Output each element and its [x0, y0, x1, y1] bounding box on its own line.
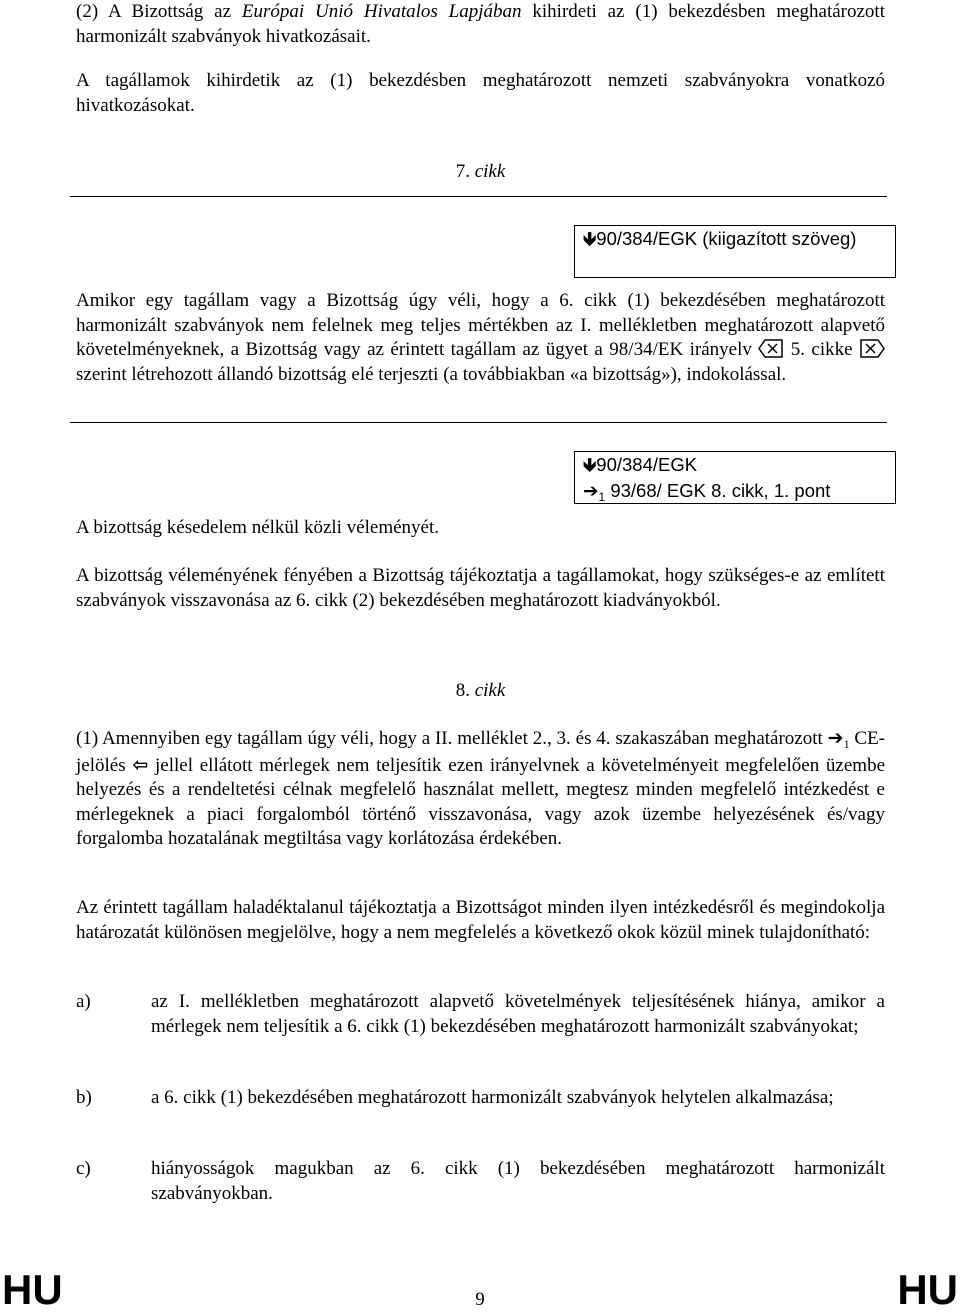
article-8-paragraph-1: (1) Amennyiben egy tagállam úgy véli, hogy a II. melléklet 2., 3. és 4. szakaszában meghatározott $➔_1$ CE-jelölés ⇦ jellel ellátott mérlegek nem teljesítik ezen irányelvnek a követelményeit megfelelően üzembe helyezés és a rendeltetési célnak megfelelő használat mellett, megtesz minden megfelelő intézkedést e mérlegeknek a piaci forgalomból történő visszavonása, vagy azok üzembe helyezésének és/vagy forgalomba hozatalának megtiltása vagy korlátozása érdekében. [76, 727, 886, 849]
list-item: b) a 6. cikk (1) bekezdésében meghatározott harmonizált szabványok helytelen alkalmazása; [76, 1087, 834, 1108]
journal-name: Európai Unió Hivatalos Lapjában [241, 1, 522, 22]
article-7-heading: 7. cikk [455, 161, 506, 182]
intro-text-end: kihirdeti az (1) bekezdésben meghatározott harmonizált szabványok hivatkozásait. [76, 1, 885, 47]
article-8-heading: 8. cikk [455, 680, 506, 701]
language-code-right: HU [897, 1266, 958, 1313]
arrow-right-icon: ➔ [827, 727, 844, 749]
paragraph-member-states: A tagállamok kihirdetik az (1) bekezdésben meghatározott nemzeti szabványokra vonatkozó hivatkozásokat. [76, 70, 885, 116]
paragraph-intro-2 [76, 0, 885, 49]
intro-text: (2) A Bizottság az [76, 1, 242, 22]
list-item: c) hiányosságok magukban az 6. cikk (1) bekezdésében meghatározott harmonizált szabványokban. [76, 1158, 885, 1204]
deletion-marker-icon [859, 339, 885, 358]
arrow-right-icon: ➔ [583, 481, 599, 502]
list-item: a) az I. mellékletben meghatározott alapvető követelmények teljesítésének hiánya, amikor a mérlegek nem teljesítik a 6. cikk (1) bekezdésében meghatározott harmonizált szabványokat; [76, 991, 885, 1037]
article-7-paragraph-1: Amikor egy tagállam vagy a Bizottság úgy véli, hogy a 6. cikk (1) bekezdésében meghatározott harmonizált szabványok nem felelnek meg teljes mértékben az I. mellékletben meghatározott alapvető követelményeknek, a Bizottság vagy az érintett tagállam az ügyet a 98/34/EK irányelv 5. cikke szerint létrehozott állandó bizottság elé terjeszti (a továbbiakban «a bizottság»), indokolással. [76, 290, 885, 385]
amendment-reference-box: 🡻90/384/EGK $➔_1$ 93/68/ EGK 8. cikk, 1. pont [574, 451, 896, 504]
section-divider-bottom [70, 422, 887, 423]
source-reference-box [574, 225, 896, 278]
arrow-down-icon: 🡻 [583, 455, 597, 476]
language-code-left: HU [2, 1266, 63, 1313]
arrow-down-icon: 🡻 [583, 229, 597, 250]
article-7-paragraph-3: A bizottság véleményének fényében a Bizottság tájékoztatja a tagállamokat, hogy szükséges-e az említett szabványok visszavonása az 6. cikk (2) bekezdésében meghatározott kiadványokból. [76, 565, 885, 611]
article-7-paragraph-2: A bizottság késedelem nélkül közli véleményét. [76, 517, 440, 538]
article-8-paragraph-2: Az érintett tagállam haladéktalanul tájékoztatja a Bizottságot minden ilyen intézkedésről és megindokolja határozatát különösen megjelölve, hogy a nem megfelelés a következő okok közül minek tulajdonítható: [76, 897, 885, 943]
section-divider-top [70, 196, 887, 197]
page-number: 9 [475, 1289, 485, 1310]
source-reference-text: 90/384/EGK (kiigazított szöveg) [596, 228, 857, 249]
arrow-left-icon: ⇦ [132, 753, 149, 776]
deletion-marker-icon [758, 339, 784, 358]
